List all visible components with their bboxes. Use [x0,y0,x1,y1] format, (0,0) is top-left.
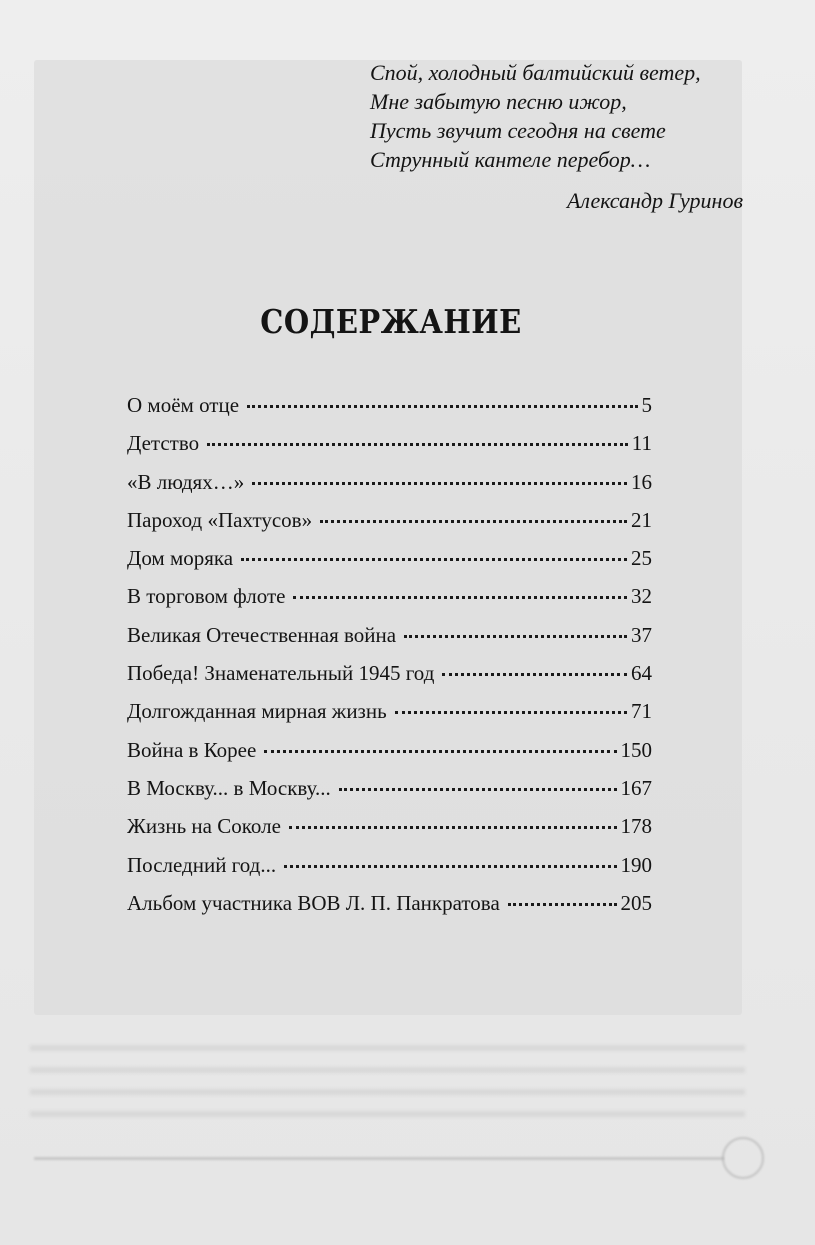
toc-dot-leader [264,750,616,753]
toc-dot-leader [339,788,617,791]
epigraph-line: Спой, холодный балтийский ветер, [370,60,701,85]
toc-dot-leader [247,405,637,408]
toc-entry-page: 16 [631,469,652,494]
toc-entry-title: В торговом флоте [127,584,286,609]
contents-title: СОДЕРЖАНИЕ [260,302,522,341]
toc-entry [127,661,652,699]
toc-entry-page: 205 [620,890,652,915]
toc-dot-leader [320,520,627,523]
toc-entry-title: Жизнь на Соколе [127,814,281,839]
toc-dot-leader [241,558,627,561]
toc-entry-page: 25 [631,546,652,571]
toc-entry-page: 167 [620,775,652,800]
toc-entry-page: 150 [620,737,652,762]
epigraph-author: Александр Гуринов [566,188,743,213]
toc-entry [127,431,652,469]
show-through-text [30,1045,745,1125]
toc-entry-page: 190 [620,852,652,877]
toc-entry [127,853,652,891]
toc-entry-page: 64 [631,661,652,686]
toc-entry [127,508,652,546]
toc-entry [127,393,652,431]
toc-dot-leader [395,711,627,714]
toc-entry [127,776,652,814]
toc-entry-title: Дом моряка [127,546,234,571]
toc-entry-page: 21 [631,507,652,532]
toc-entry-page: 37 [631,622,652,647]
toc-entry-page: 11 [631,431,652,456]
toc-dot-leader [284,865,616,868]
toc-entry [127,699,652,737]
toc-dot-leader [252,482,627,485]
table-of-contents [127,393,652,929]
toc-entry-title: Великая Отечественная война [127,622,397,647]
toc-entry-title: Альбом участника ВОВ Л. П. Панкратова [127,890,500,915]
epigraph-line: Мне забытую песню ижор, [370,89,627,114]
toc-entry-title: Война в Корее [127,737,257,762]
toc-entry-title: Долгожданная мирная жизнь [127,699,387,724]
epigraph-line: Пусть звучит сегодня на свете [370,118,666,143]
toc-entry-page: 5 [641,393,652,417]
toc-entry [127,891,652,929]
toc-entry-page: 178 [620,814,652,839]
toc-entry [127,584,652,622]
toc-entry [127,470,652,508]
toc-entry [127,546,652,584]
toc-entry-title: Последний год... [127,852,277,877]
toc-entry-title: Пароход «Пахтусов» [127,507,313,532]
toc-entry-title: «В людях…» [127,469,245,494]
toc-dot-leader [207,443,628,446]
toc-dot-leader [404,635,627,638]
toc-dot-leader [442,673,627,676]
toc-entry-title: Детство [127,431,200,456]
show-through-rule [34,1157,724,1160]
toc-entry-title: В Москву... в Москву... [127,775,331,800]
toc-entry-title: Победа! Знаменательный 1945 год [127,661,435,686]
toc-entry-page: 71 [631,699,652,724]
toc-dot-leader [289,826,617,829]
epigraph-line: Струнный кантеле перебор… [370,147,651,172]
toc-dot-leader [508,903,617,906]
toc-entry-page: 32 [631,584,652,609]
toc-entry-title: О моём отце [127,393,240,417]
epigraph [370,58,760,174]
toc-entry [127,738,652,776]
toc-dot-leader [293,596,627,599]
toc-entry [127,814,652,852]
toc-entry [127,623,652,661]
show-through-page-marker [722,1137,764,1179]
